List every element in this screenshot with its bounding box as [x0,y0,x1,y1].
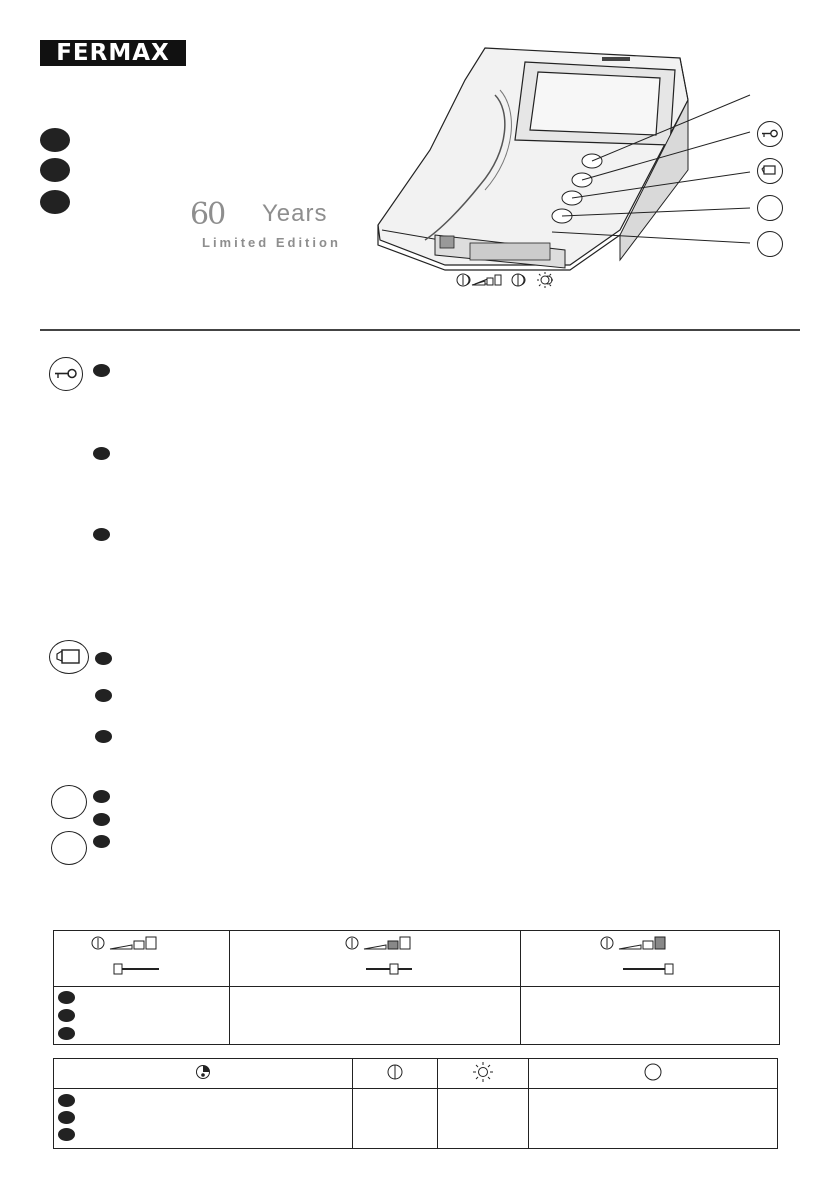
camera-icon [757,158,783,184]
color-header [54,1059,353,1089]
anniversary-years: Years [262,200,328,227]
monitor-illustration [370,40,790,300]
settings-table [53,1058,778,1149]
language-marker [40,190,70,214]
f2-button-icon [757,231,783,257]
language-marker [93,447,110,460]
language-marker [40,128,70,152]
f2-button-icon [51,831,87,865]
volume-high-header [521,931,780,987]
fermax-logo: FERMAX [40,40,186,66]
f1-button-icon [757,195,783,221]
language-marker [40,158,70,182]
brightness-header [438,1059,528,1089]
brightness-cell [438,1089,528,1149]
language-marker [93,364,110,377]
section-divider [40,329,800,331]
contrast-header [352,1059,437,1089]
contrast-cell [352,1089,437,1149]
language-marker [93,813,110,826]
key-icon [49,357,83,391]
volume-medium-cell [230,987,521,1045]
camera-icon [49,640,89,674]
volume-medium-header [230,931,521,987]
language-marker [95,730,112,743]
volume-high-cell [521,987,780,1045]
volume-low-header [54,931,230,987]
limited-edition-label: Limited Edition [202,235,341,250]
language-marker [93,528,110,541]
f1-button-icon [51,785,87,819]
anniversary-number: 60 [190,197,225,232]
language-marker [93,790,110,803]
language-marker [93,835,110,848]
language-marker [95,652,112,665]
volume-low-cell [54,987,230,1045]
blank-button-cell [528,1089,777,1149]
device-controls-strip [455,270,565,290]
volume-table [53,930,780,1045]
language-marker [95,689,112,702]
key-icon [757,121,783,147]
color-cell [54,1089,353,1149]
blank-button-header [528,1059,777,1089]
